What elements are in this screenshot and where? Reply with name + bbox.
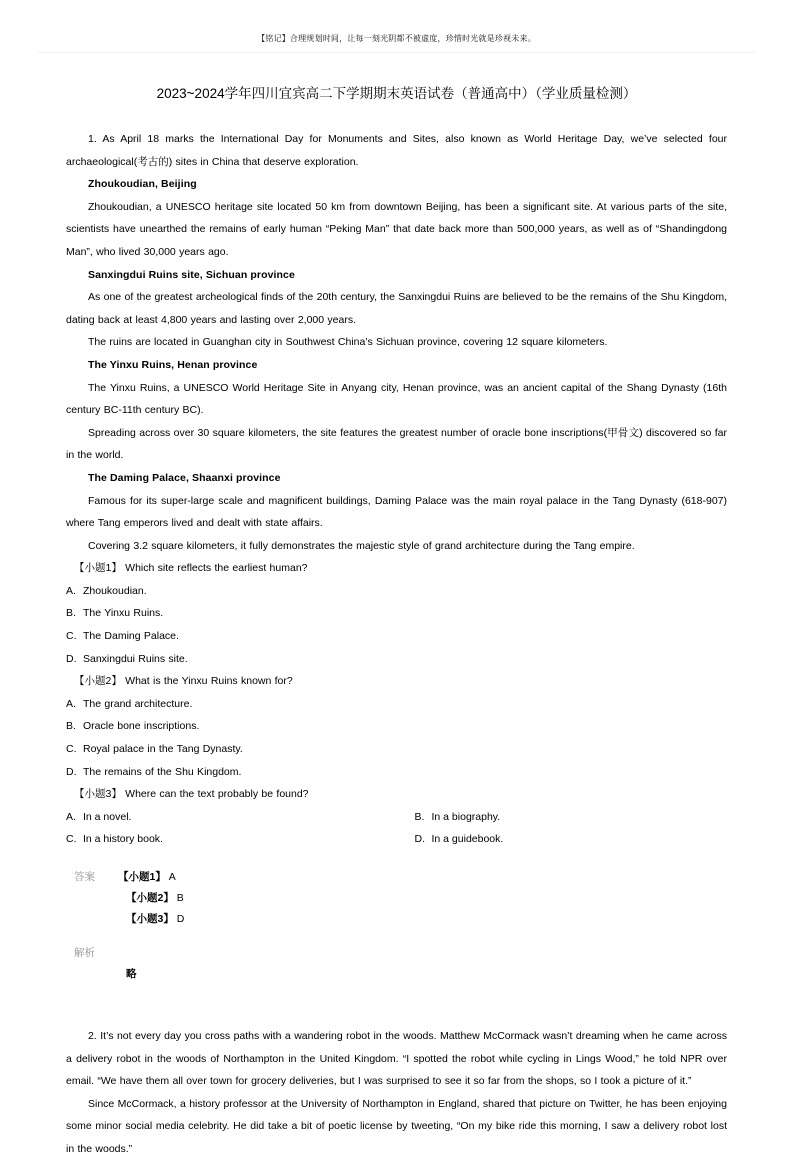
- option-item[interactable]: [397, 806, 728, 829]
- option-label: A.: [66, 810, 76, 823]
- running-header: 【铭记】合理规划时间，让每一刻光阴都不被虚度，珍惜时光就是珍视未来。: [257, 34, 536, 43]
- answer-value: B: [176, 892, 184, 904]
- subquestion-stem-2: [66, 670, 727, 693]
- header-divider: [38, 52, 755, 53]
- analysis-row: [66, 943, 727, 964]
- option-row: [66, 806, 727, 829]
- option-item[interactable]: [66, 693, 727, 716]
- answer-marker: 【小题3】: [126, 913, 174, 925]
- option-text: Royal palace in the Tang Dynasty.: [83, 743, 243, 756]
- section-heading-yinxu: The Yinxu Ruins, Henan province: [88, 358, 258, 371]
- option-row: [66, 828, 727, 851]
- option-item[interactable]: [66, 715, 727, 738]
- subquestion-text: Which site reflects the earliest human?: [125, 562, 308, 575]
- passage-paragraph-2: Since McCormack, a history professor at the University of Northampton in England, shared that picture on Twitter, he has been enjoying some minor social media celebrity. He did take a bit of poetic license by tweeting, “On my bike ride this morning, I saw a delivery robot lost in the woods.”: [66, 1097, 727, 1155]
- answer-block: [66, 867, 727, 985]
- spacer: [66, 930, 727, 943]
- option-text: The remains of the Shu Kingdom.: [83, 765, 242, 778]
- passage-intro: 1. As April 18 marks the International Day for Monuments and Sites, also known as World Heritage Day, we’ve selected four archaeological(考古的) sites in China that deserve exploration.: [66, 133, 727, 168]
- answer-marker: 【小题2】: [126, 892, 174, 904]
- section-heading-sanxingdui: Sanxingdui Ruins site, Sichuan province: [88, 268, 295, 281]
- answer-label: 答案: [74, 871, 95, 883]
- option-label: B.: [66, 607, 76, 620]
- option-item[interactable]: [397, 828, 728, 851]
- option-text: The grand architecture.: [83, 697, 193, 710]
- page-title: 2023~2024学年四川宜宾高二下学期期末英语试卷（普通高中）（学业质量检测）: [156, 86, 637, 101]
- answer-item: [118, 867, 176, 888]
- answer-row: [66, 867, 727, 888]
- subquestion-stem-1: [66, 557, 727, 580]
- option-item[interactable]: [66, 828, 397, 851]
- option-label: B.: [66, 720, 76, 733]
- answer-item: [66, 909, 727, 930]
- section-heading-daming-palace: The Daming Palace, Shaanxi province: [88, 471, 281, 484]
- option-text: Oracle bone inscriptions.: [83, 720, 200, 733]
- option-label: D.: [66, 652, 77, 665]
- option-label: C.: [66, 833, 77, 846]
- passage-intro-2: 2. It’s not every day you cross paths with a wandering robot in the woods. Matthew McCormack wasn’t dreaming when he came across a delivery robot in the woods of Northampton in the United Kingdom. “I spotted the robot while cycling in Lings Wood,” he told NPR over email. “We have them all over town for grocery deliveries, but I was surprised to see it so far from the shops, so I took a picture of it.”: [66, 1030, 727, 1088]
- section-heading-zhoukoudian: Zhoukoudian, Beijing: [88, 178, 197, 191]
- option-text: Zhoukoudian.: [83, 584, 147, 597]
- option-label: C.: [66, 743, 77, 756]
- option-label: C.: [66, 630, 77, 643]
- option-label: D.: [66, 765, 77, 778]
- option-label: B.: [414, 810, 425, 823]
- analysis-label: 解析: [74, 947, 95, 959]
- section-paragraph: Spreading across over 30 square kilometers, the site features the greatest number of oracle bone inscriptions(甲骨文) discovered so far in the world.: [66, 426, 727, 462]
- option-text: Sanxingdui Ruins site.: [83, 652, 188, 665]
- section-paragraph: The ruins are located in Guanghan city in Southwest China’s Sichuan province, covering 12 square kilometers.: [88, 336, 608, 349]
- option-text: In a guidebook.: [431, 833, 504, 846]
- section-paragraph: The Yinxu Ruins, a UNESCO World Heritage Site in Anyang city, Henan province, was an ancient capital of the Shang Dynasty (16th century BC-11th century BC).: [66, 381, 727, 417]
- option-item[interactable]: [66, 738, 727, 761]
- option-item[interactable]: [66, 580, 727, 603]
- option-text: In a novel.: [83, 810, 132, 823]
- option-text: In a history book.: [83, 833, 163, 846]
- option-label: A.: [66, 697, 76, 710]
- option-label: D.: [414, 833, 425, 846]
- option-item[interactable]: [66, 806, 397, 829]
- subquestion-marker: 【小题2】: [74, 675, 122, 688]
- answer-value: D: [176, 913, 185, 925]
- section-paragraph: Zhoukoudian, a UNESCO heritage site located 50 km from downtown Beijing, has been a significant site. At various parts of the site, scientists have unearthed the remains of early human “Peking Man” that date back more than 500,000 years, as well as of “Shandingdong Man”, who lived 30,000 years ago.: [66, 200, 727, 258]
- subquestion-marker: 【小题1】: [74, 562, 122, 575]
- option-item[interactable]: [66, 602, 727, 625]
- spacer: [66, 985, 727, 1025]
- answer-marker: 【小题1】: [118, 871, 166, 883]
- answer-value: A: [168, 871, 176, 883]
- subquestion-marker: 【小题3】: [74, 788, 122, 801]
- answer-item: [66, 888, 727, 909]
- analysis-body: 略: [126, 968, 137, 980]
- section-paragraph: Famous for its super-large scale and magnificent buildings, Daming Palace was the main royal palace in the Tang Dynasty (618-907) where Tang emperors lived and dealt with state affairs.: [66, 494, 727, 530]
- option-text: The Yinxu Ruins.: [83, 607, 164, 620]
- option-item[interactable]: [66, 648, 727, 671]
- section-paragraph: As one of the greatest archeological finds of the 20th century, the Sanxingdui Ruins are believed to be the remains of the Shu Kingdom, dating back at least 4,800 years and lasting over 2,000 years.: [66, 291, 727, 326]
- subquestion-stem-3: [66, 783, 727, 806]
- section-paragraph: Covering 3.2 square kilometers, it fully demonstrates the majestic style of grand architecture during the Tang empire.: [88, 539, 635, 552]
- option-label: A.: [66, 584, 76, 597]
- subquestion-text: Where can the text probably be found?: [125, 788, 309, 801]
- option-item[interactable]: [66, 761, 727, 784]
- document-body: [66, 128, 727, 1161]
- option-item[interactable]: [66, 625, 727, 648]
- subquestion-text: What is the Yinxu Ruins known for?: [125, 675, 293, 688]
- option-text: In a biography.: [431, 810, 501, 823]
- option-text: The Daming Palace.: [83, 630, 179, 643]
